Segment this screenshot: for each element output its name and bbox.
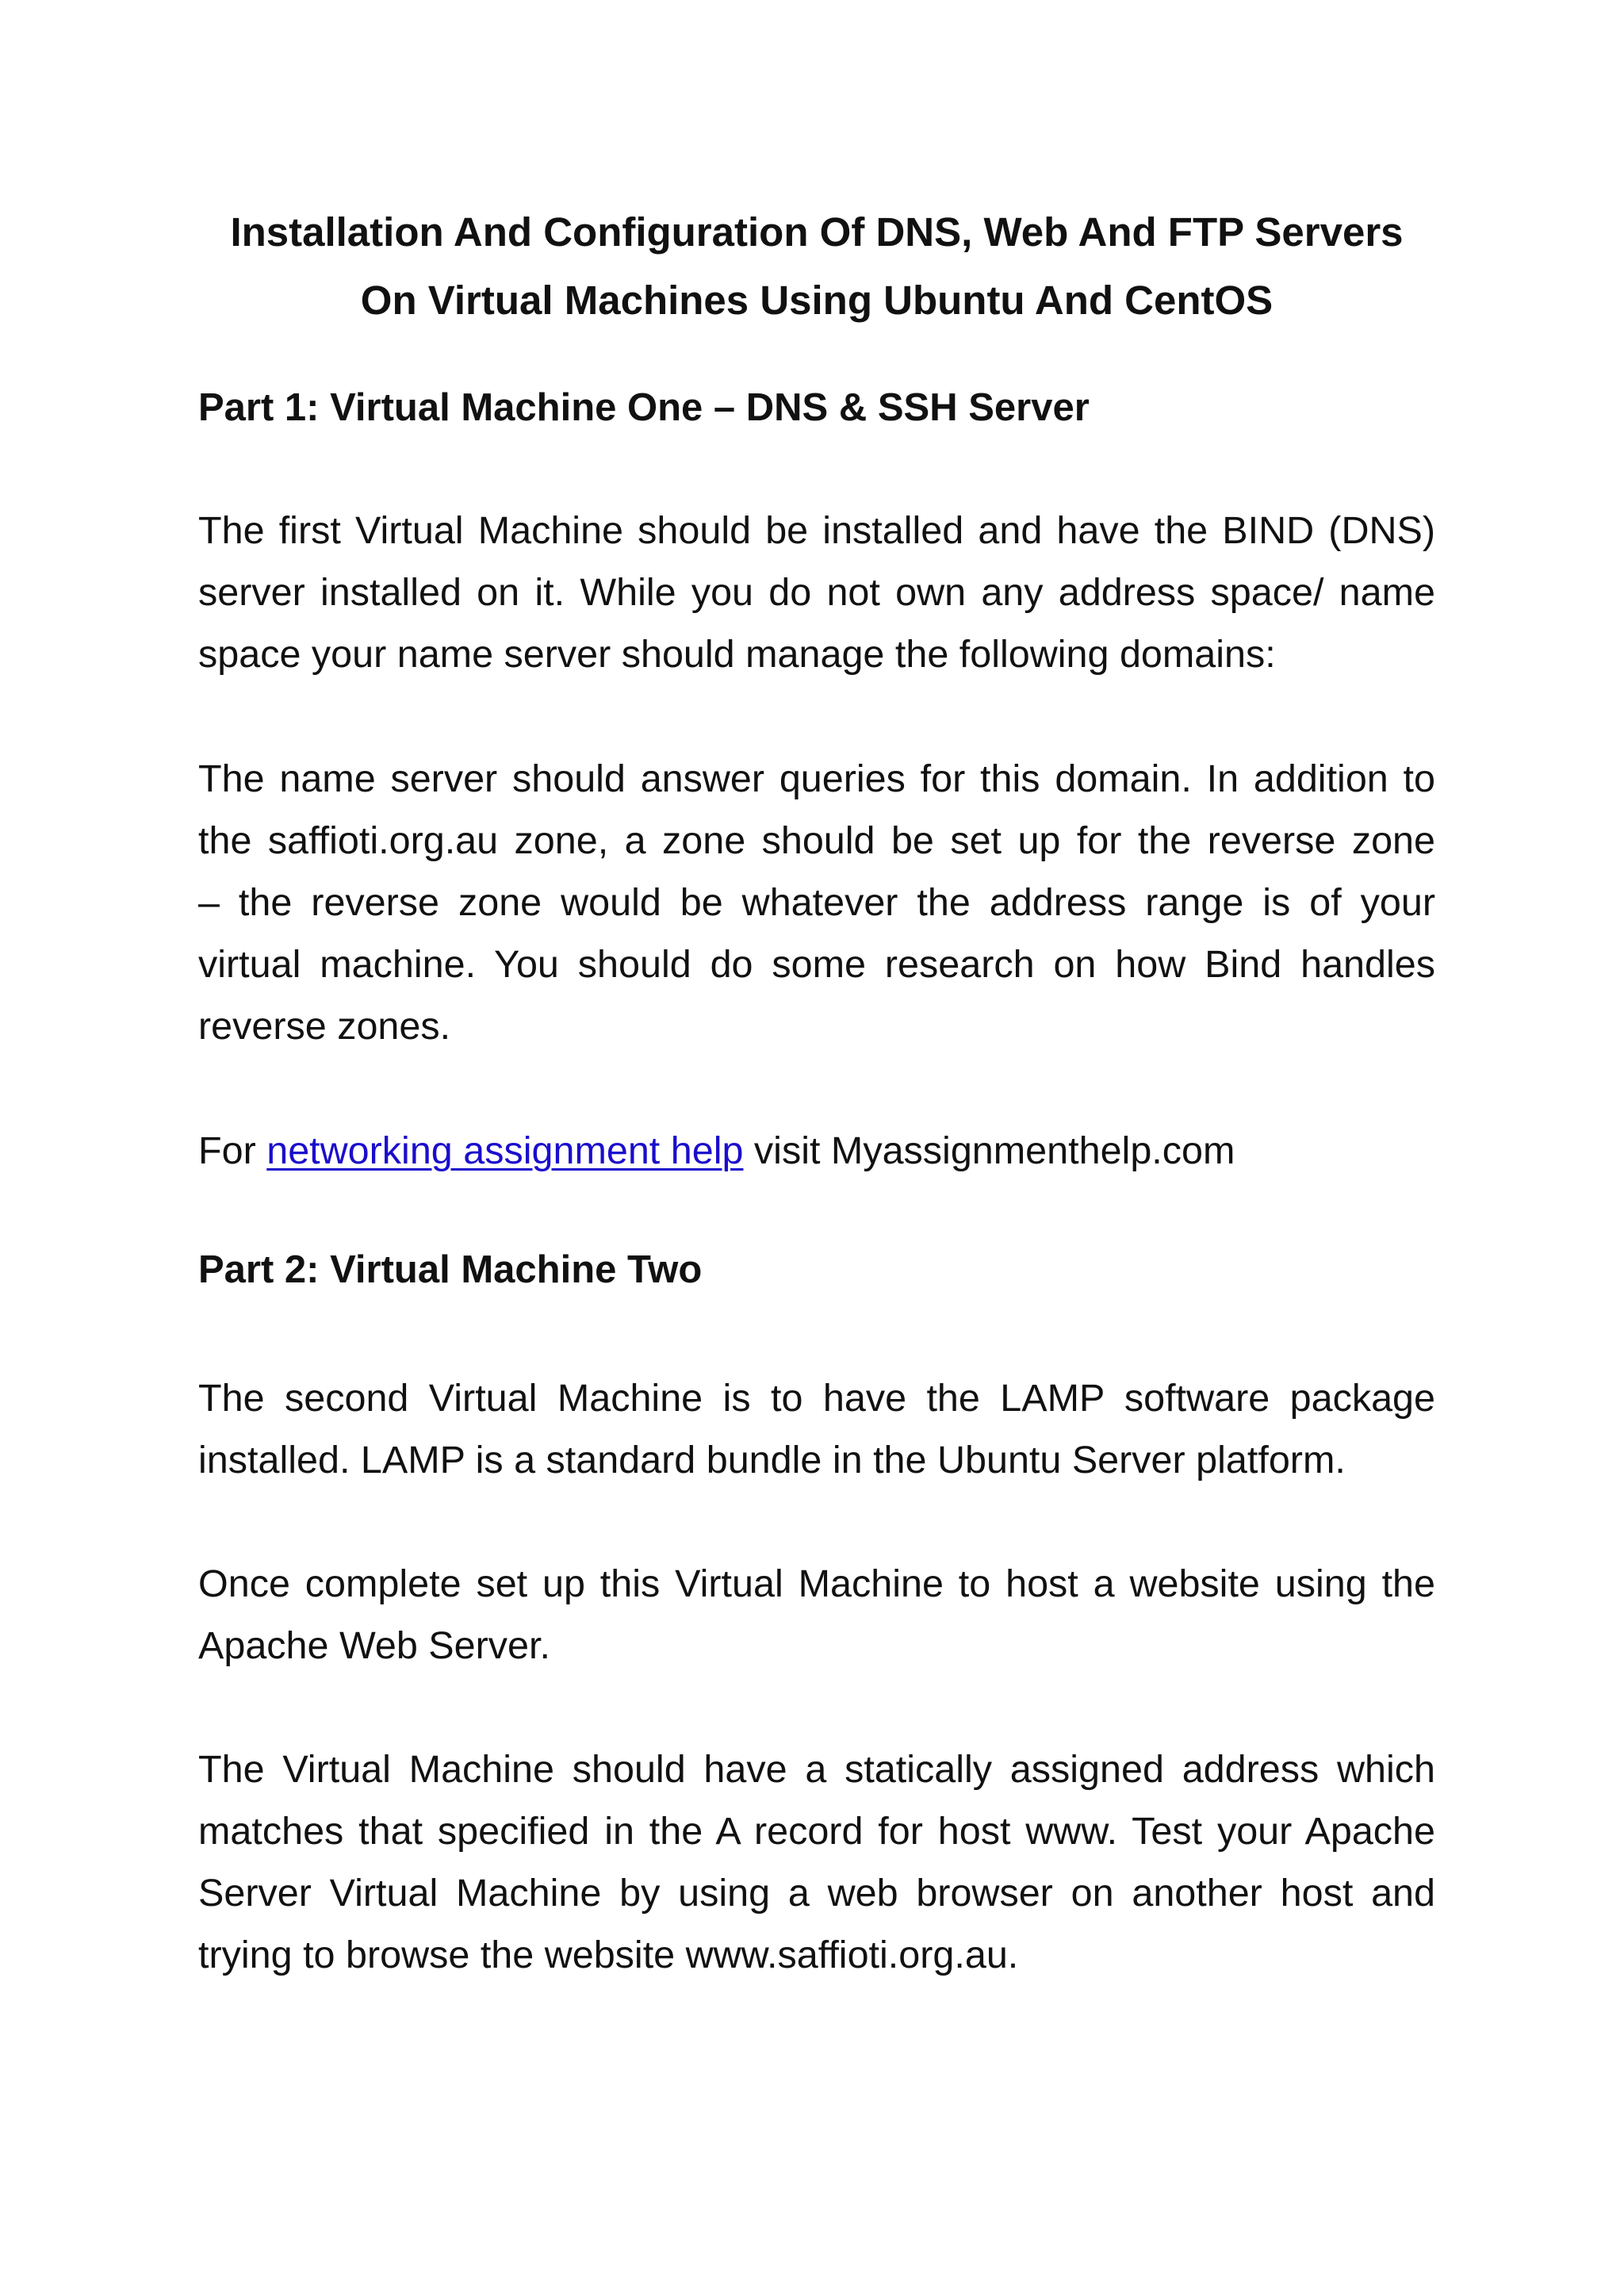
part2-lamp-paragraph xyxy=(198,1367,1435,1491)
promo-prefix: For xyxy=(198,1129,267,1172)
paragraph-line: matches that specified in the A record for host www. Test your Apache xyxy=(198,1810,1435,1853)
paragraph-line: – the reverse zone would be whatever the address range is of your xyxy=(198,881,1435,924)
paragraph-line: space your name server should manage the following domains: xyxy=(198,633,1276,676)
part2-heading: Part 2: Virtual Machine Two xyxy=(198,1248,703,1291)
part2-apache-paragraph xyxy=(198,1553,1435,1677)
paragraph-line: The second Virtual Machine is to have the LAMP software package xyxy=(198,1377,1435,1420)
promo-paragraph xyxy=(198,1120,1435,1182)
document-title xyxy=(198,198,1435,335)
paragraph-line: Once complete set up this Virtual Machine to host a website using the xyxy=(198,1562,1435,1605)
paragraph-line: The first Virtual Machine should be installed and have the BIND (DNS) xyxy=(198,509,1435,552)
part1-heading: Part 1: Virtual Machine One – DNS & SSH Server xyxy=(198,386,1090,429)
title-line-1: Installation And Configuration Of DNS, Web And FTP Servers xyxy=(230,209,1404,255)
paragraph-line: trying to browse the website www.saffioti.org.au. xyxy=(198,1934,1019,1976)
paragraph-line: Apache Web Server. xyxy=(198,1624,550,1667)
paragraph-line: The Virtual Machine should have a statically assigned address which xyxy=(198,1748,1435,1791)
title-line-2: On Virtual Machines Using Ubuntu And CentOS xyxy=(360,278,1274,323)
paragraph-line: installed. LAMP is a standard bundle in the Ubuntu Server platform. xyxy=(198,1439,1346,1481)
paragraph-line: server installed on it. While you do not own any address space/ name xyxy=(198,571,1435,614)
promo-line xyxy=(198,1120,1435,1182)
part1-intro-paragraph xyxy=(198,500,1435,685)
paragraph-line: reverse zones. xyxy=(198,1005,451,1048)
promo-suffix: visit Myassignmenthelp.com xyxy=(743,1129,1235,1172)
networking-assignment-help-link[interactable]: networking assignment help xyxy=(266,1129,744,1172)
paragraph-line: Server Virtual Machine by using a web browser on another host and xyxy=(198,1872,1435,1915)
paragraph-line: The name server should answer queries for this domain. In addition to xyxy=(198,757,1435,800)
paragraph-line: virtual machine. You should do some research on how Bind handles xyxy=(198,943,1435,986)
paragraph-line: the saffioti.org.au zone, a zone should be set up for the reverse zone xyxy=(198,819,1435,862)
part1-zone-paragraph xyxy=(198,748,1435,1057)
part2-static-address-paragraph xyxy=(198,1738,1435,1986)
